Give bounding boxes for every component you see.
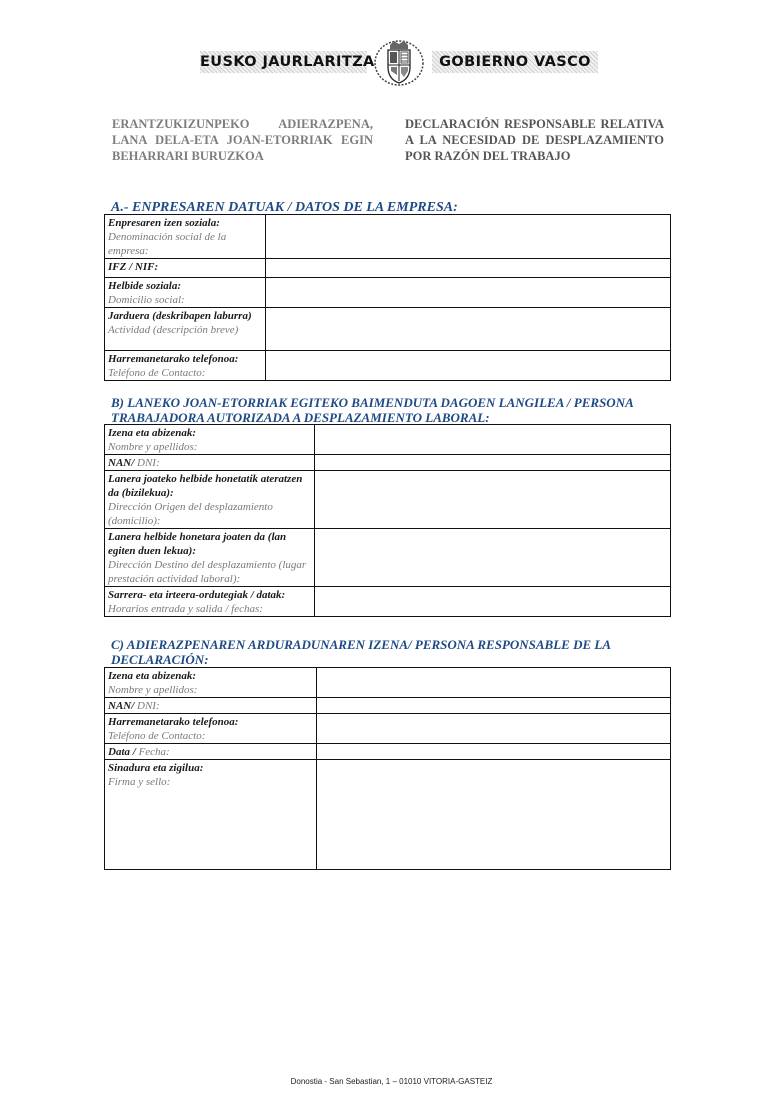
table-row: [105, 455, 671, 471]
table-row: [105, 471, 671, 529]
label-es: Firma y sello:: [108, 776, 171, 788]
label-eu: IFZ / NIF:: [108, 261, 159, 273]
footer-address: Donostia - San Sebastian, 1 – 01010 VITORIA-GASTEIZ: [290, 1077, 493, 1086]
company-activity-field[interactable]: [266, 308, 671, 351]
intro-basque-title: ERANTZUKIZUNPEKO ADIERAZPENA, LANA DELA-ETA JOAN-ETORRIAK EGIN BEHARRARI BURUZKOA: [112, 117, 373, 163]
responsible-person-table: [104, 667, 671, 870]
label-eu: Harremanetarako telefonoa:: [108, 353, 239, 365]
table-row: [105, 714, 671, 744]
table-row: [105, 744, 671, 760]
label-eu: Harremanetarako telefonoa:: [108, 716, 239, 728]
row-label: [105, 215, 266, 259]
table-row: [105, 529, 671, 587]
label-eu: Izena eta abizenak:: [108, 427, 196, 439]
label-eu: Lanera joateko helbide honetatik ateratzen da (bizilekua):: [108, 473, 303, 499]
label-es: Teléfono de Contacto:: [108, 730, 206, 742]
label-es: Dirección Origen del desplazamiento (domicilio):: [108, 501, 273, 527]
company-name-field[interactable]: [266, 215, 671, 259]
company-phone-field[interactable]: [266, 351, 671, 381]
label-eu: Jarduera (deskribapen laburra): [108, 310, 252, 322]
label-eu: Enpresaren izen soziala:: [108, 217, 220, 229]
date-field[interactable]: [317, 744, 671, 760]
header-left-text: EUSKO JAURLARITZA: [200, 54, 375, 70]
table-row: [105, 215, 671, 259]
responsible-name-field[interactable]: [317, 668, 671, 698]
section-c-title: C) ADIERAZPENAREN ARDURADUNAREN IZENA/ PERSONA RESPONSABLE DE LA DECLARACIÓN:: [111, 637, 611, 667]
table-row: [105, 259, 671, 278]
row-label: [105, 714, 317, 744]
row-label: [105, 471, 315, 529]
label-eu: Lanera helbide honetara joaten da (lan egiten duen lekua):: [108, 531, 287, 557]
row-label: [105, 698, 317, 714]
row-label: [105, 760, 317, 870]
origin-address-field[interactable]: [315, 471, 671, 529]
table-row: [105, 278, 671, 308]
label-es: Teléfono de Contacto:: [108, 367, 206, 379]
row-label: [105, 529, 315, 587]
label-es: Denominación social de la empresa:: [108, 231, 227, 257]
row-label: [105, 351, 266, 381]
label-es: Actividad (descripción breve): [108, 324, 239, 336]
table-row: [105, 351, 671, 381]
header-right-band: [432, 51, 598, 73]
signature-stamp-field[interactable]: [317, 760, 671, 870]
row-label: [105, 668, 317, 698]
company-nif-field[interactable]: [266, 259, 671, 278]
worker-name-field[interactable]: [315, 425, 671, 455]
company-address-field[interactable]: [266, 278, 671, 308]
row-label: [105, 278, 266, 308]
label-es: Domicilio social:: [108, 294, 185, 306]
intro-spanish-title: DECLARACIÓN RESPONSABLE RELATIVA A LA NECESIDAD DE DESPLAZAMIENTO POR RAZÓN DEL TRABAJO: [405, 117, 664, 163]
label-eu: NAN/: [108, 700, 135, 712]
table-row: [105, 760, 671, 870]
responsible-dni-field[interactable]: [317, 698, 671, 714]
basque-coat-of-arms-icon: [372, 37, 426, 87]
responsible-phone-field[interactable]: [317, 714, 671, 744]
label-es: DNI:: [137, 700, 160, 712]
label-eu: Helbide soziala:: [108, 280, 182, 292]
row-label: [105, 455, 315, 471]
company-data-table: [104, 214, 671, 381]
section-a-title: A.- ENPRESAREN DATUAK / DATOS DE LA EMPRESA:: [111, 200, 458, 215]
label-es: Dirección Destino del desplazamiento (lugar prestación actividad laboral):: [108, 559, 307, 585]
table-row: [105, 668, 671, 698]
table-row: [105, 698, 671, 714]
header-left-band: [200, 51, 375, 73]
worker-data-table: [104, 424, 671, 617]
row-label: [105, 308, 266, 351]
label-es: Nombre y apellidos:: [108, 441, 198, 453]
label-eu: Izena eta abizenak:: [108, 670, 196, 682]
schedule-field[interactable]: [315, 587, 671, 617]
table-row: [105, 425, 671, 455]
table-row: [105, 308, 671, 351]
destination-address-field[interactable]: [315, 529, 671, 587]
label-es: DNI:: [137, 457, 160, 469]
worker-dni-field[interactable]: [315, 455, 671, 471]
label-es: Fecha:: [138, 746, 170, 758]
label-es: Horarios entrada y salida / fechas:: [108, 603, 263, 615]
row-label: [105, 587, 315, 617]
government-header: [200, 37, 598, 87]
row-label: [105, 259, 266, 278]
label-es: Nombre y apellidos:: [108, 684, 198, 696]
section-b-title: B) LANEKO JOAN-ETORRIAK EGITEKO BAIMENDUTA DAGOEN LANGILEA / PERSONA TRABAJADORA AUTORIZADA A DESPLAZAMIENTO LABORAL:: [111, 395, 634, 425]
label-eu: Sinadura eta zigilua:: [108, 762, 204, 774]
header-right-text: GOBIERNO VASCO: [439, 54, 591, 70]
label-eu: Data /: [108, 746, 136, 758]
table-row: [105, 587, 671, 617]
row-label: [105, 425, 315, 455]
row-label: [105, 744, 317, 760]
label-eu: NAN/: [108, 457, 135, 469]
label-eu: Sarrera- eta irteera-ordutegiak / datak:: [108, 589, 286, 601]
